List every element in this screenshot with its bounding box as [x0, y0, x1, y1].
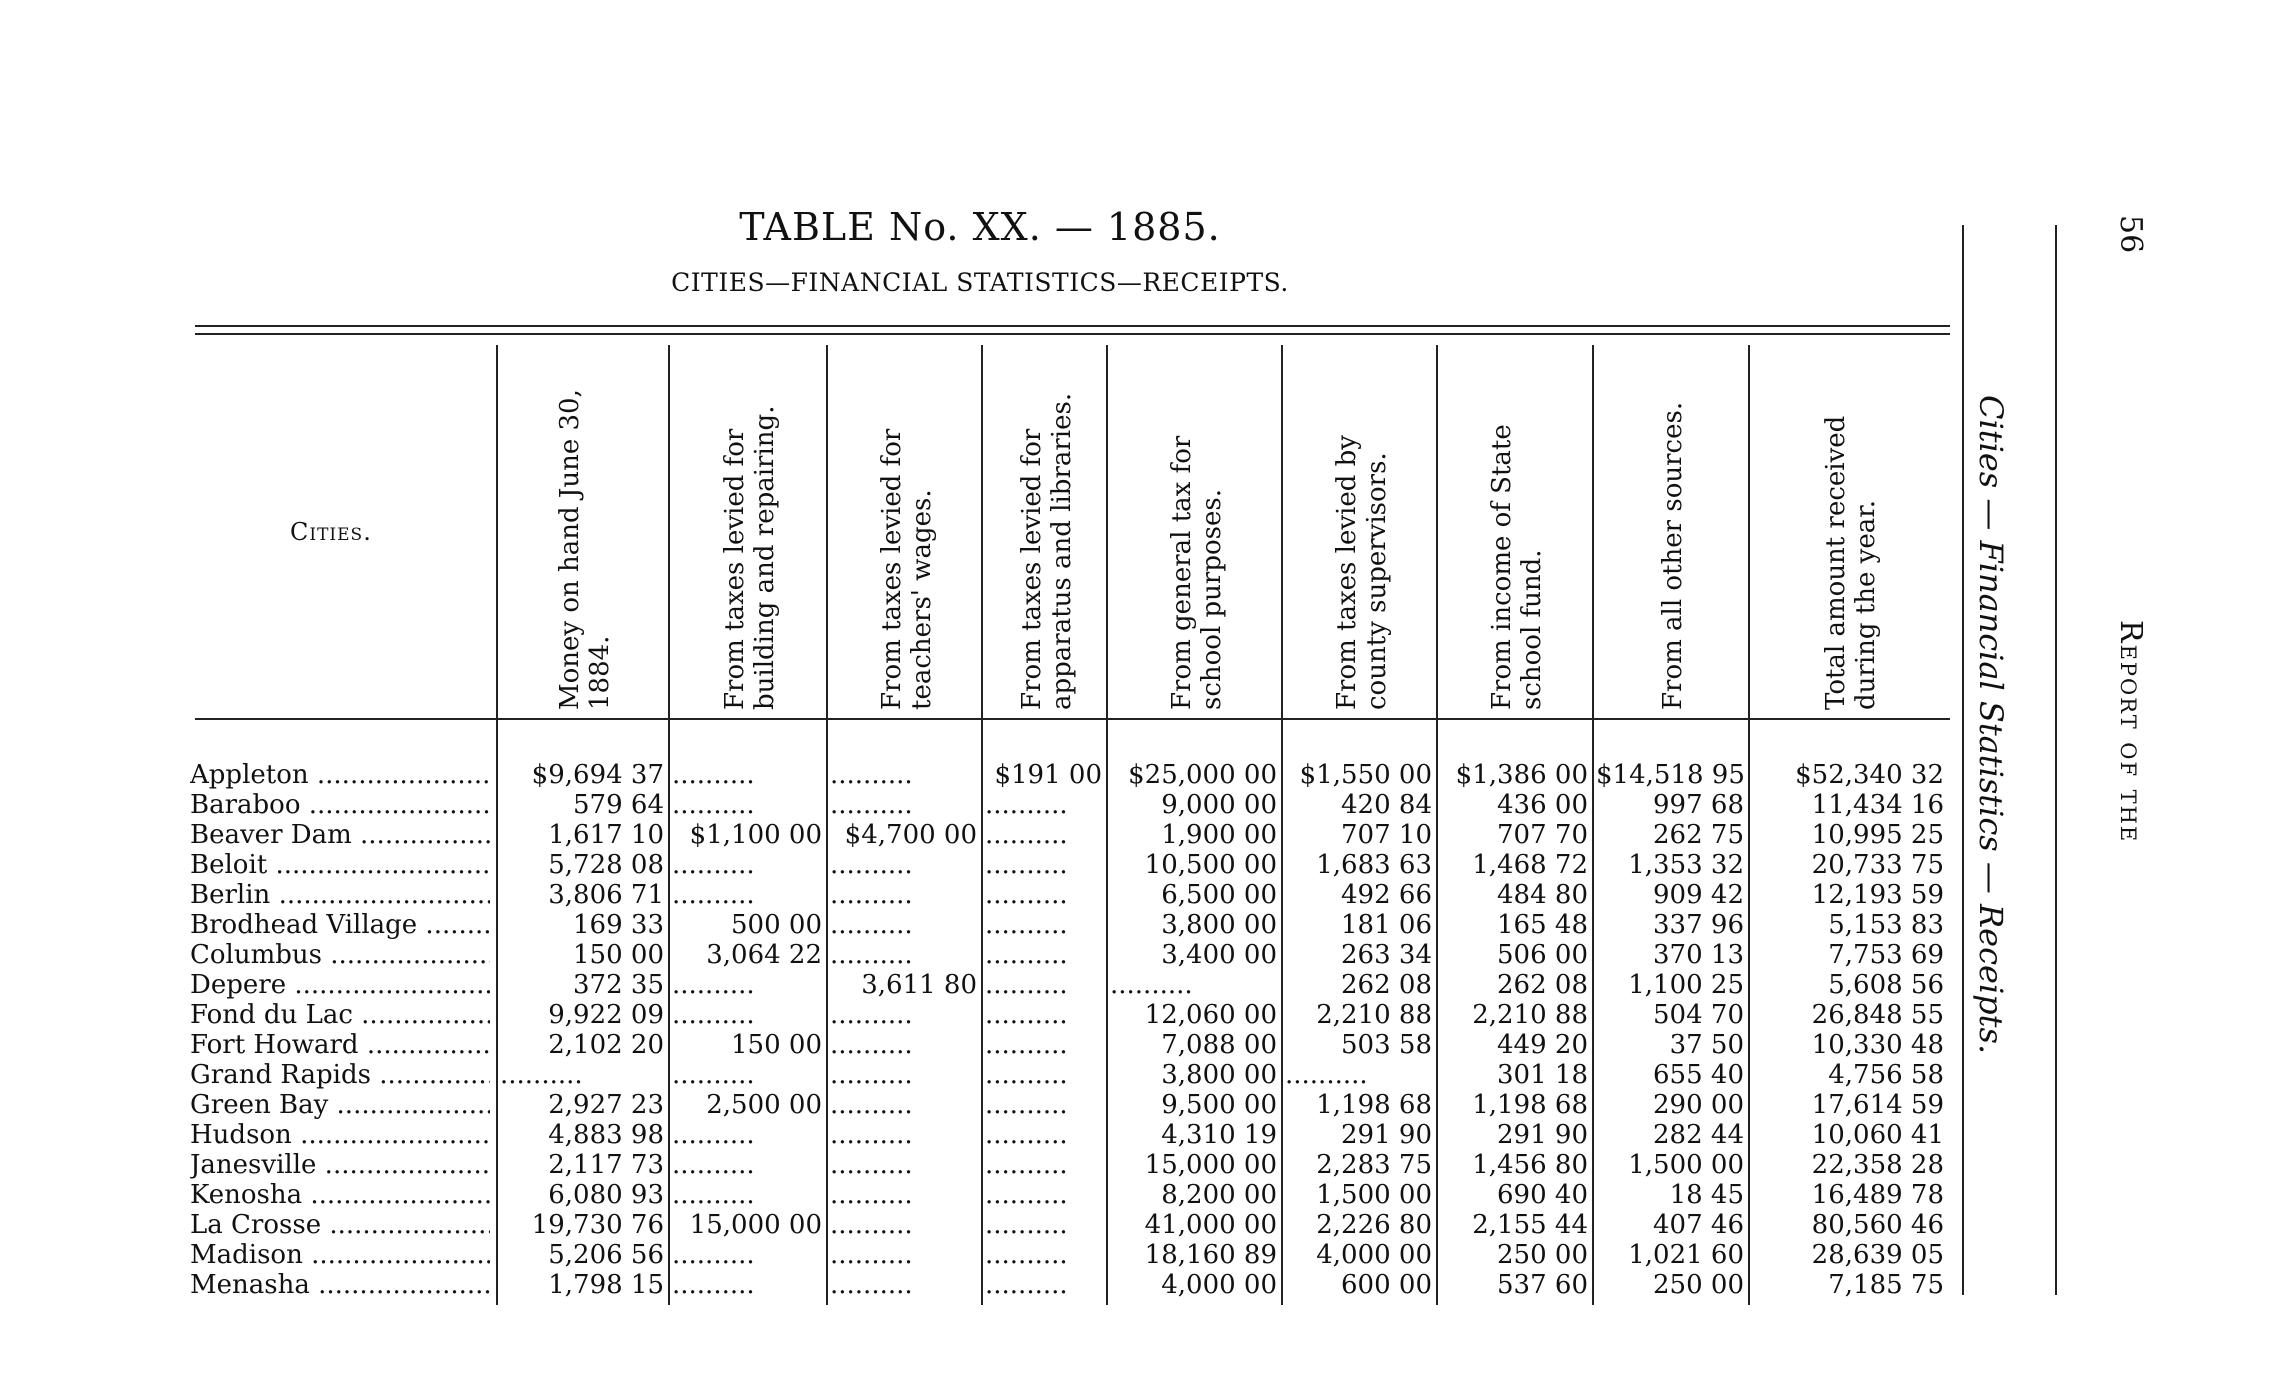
table-cell: 5,608 56	[1828, 970, 1944, 1000]
table-row	[190, 760, 1960, 790]
table-cell: ..........	[985, 1000, 1068, 1030]
table-cell: $4,700 00	[844, 820, 977, 850]
table-cell: ..........	[830, 790, 913, 820]
table-row	[190, 1060, 1960, 1090]
column-header-label: From taxes levied by county supervisors.	[1331, 435, 1392, 710]
table-cell: ..........	[830, 1150, 913, 1180]
table-cell: 7,753 69	[1828, 940, 1944, 970]
table-row	[190, 1000, 1960, 1030]
table-cell: 10,995 25	[1811, 820, 1944, 850]
table-cell: $1,550 00	[1299, 760, 1432, 790]
table-cell: 1,468 72	[1472, 850, 1588, 880]
column-header-label: From all other sources.	[1658, 401, 1688, 710]
table-cell: 10,060 41	[1811, 1120, 1944, 1150]
table-cell: ..........	[830, 1240, 913, 1270]
table-cell: 4,000 00	[1161, 1270, 1277, 1300]
table-cell: 9,000 00	[1161, 790, 1277, 820]
table-cell: ..........	[985, 790, 1068, 820]
table-cell: 707 10	[1341, 820, 1432, 850]
table-cell: 372 35	[573, 970, 664, 1000]
table-cell: 2,117 73	[548, 1150, 664, 1180]
city-name: Berlin .....	[190, 880, 490, 910]
table-row	[190, 1090, 1960, 1120]
table-row	[190, 880, 1960, 910]
table-cell: 6,080 93	[548, 1180, 664, 1210]
city-name: Grand Rapids .....	[190, 1060, 490, 1090]
side-title: Cities — Financial Statistics — Receipts.	[1972, 395, 2010, 1055]
table-cell: ..........	[830, 880, 913, 910]
table-cell: 492 66	[1341, 880, 1432, 910]
table-cell: 3,800 00	[1161, 1060, 1277, 1090]
table-row	[190, 1240, 1960, 1270]
table-cell: ..........	[985, 820, 1068, 850]
table-cell: 1,500 00	[1628, 1150, 1744, 1180]
table-row	[190, 1120, 1960, 1150]
table-cell: 15,000 00	[689, 1210, 822, 1240]
table-cell: 7,185 75	[1828, 1270, 1944, 1300]
column-header-label: From taxes levied for apparatus and libraries.	[1016, 392, 1077, 710]
table-cell: 250 00	[1497, 1240, 1588, 1270]
column-header	[985, 345, 1108, 715]
table-cell: ..........	[830, 1090, 913, 1120]
table-cell: 6,500 00	[1161, 880, 1277, 910]
table-cell: 707 70	[1497, 820, 1588, 850]
table-cell: ..........	[500, 1060, 583, 1090]
city-name: Fort Howard .....	[190, 1030, 490, 1060]
table-cell: 997 68	[1653, 790, 1744, 820]
table-row	[190, 790, 1960, 820]
column-header	[830, 345, 983, 715]
table-cell: 2,210 88	[1316, 1000, 1432, 1030]
table-cell: 37 50	[1669, 1030, 1744, 1060]
table-cell: 26,848 55	[1811, 1000, 1944, 1030]
table-cell: ..........	[985, 1180, 1068, 1210]
city-name: Brodhead Village .....	[190, 910, 490, 940]
city-name: Green Bay .....	[190, 1090, 490, 1120]
column-header	[500, 345, 670, 715]
table-cell: 2,927 23	[548, 1090, 664, 1120]
table-cell: ..........	[830, 1210, 913, 1240]
city-name: Madison .....	[190, 1240, 490, 1270]
table-cell: 8,200 00	[1161, 1180, 1277, 1210]
city-name: Kenosha .....	[190, 1180, 490, 1210]
table-cell: ..........	[672, 1120, 755, 1150]
table-cell: 1,021 60	[1628, 1240, 1744, 1270]
column-header-label: From taxes levied for building and repairing.	[720, 405, 780, 710]
page-number: 56	[2113, 215, 2148, 254]
table-cell: ..........	[830, 1120, 913, 1150]
city-name: Depere .....	[190, 970, 490, 1000]
table-cell: 3,064 22	[706, 940, 822, 970]
table-cell: 9,922 09	[548, 1000, 664, 1030]
column-header	[1752, 345, 1950, 715]
header-rule	[195, 718, 1950, 720]
table-cell: ..........	[672, 1270, 755, 1300]
table-cell: 150 00	[731, 1030, 822, 1060]
table-cell: 4,310 19	[1161, 1120, 1277, 1150]
table-cell: ..........	[830, 850, 913, 880]
table-cell: ..........	[830, 1000, 913, 1030]
table-row	[190, 1030, 1960, 1060]
column-header	[1110, 345, 1283, 715]
table-cell: ..........	[830, 1180, 913, 1210]
table-cell: 262 08	[1341, 970, 1432, 1000]
table-cell: $52,340 32	[1795, 760, 1944, 790]
table-cell: 1,617 10	[548, 820, 664, 850]
table-cell: 484 80	[1497, 880, 1588, 910]
table-cell: 337 96	[1653, 910, 1744, 940]
table-cell: 370 13	[1653, 940, 1744, 970]
table-subtitle: CITIES—FINANCIAL STATISTICS—RECEIPTS.	[671, 268, 1289, 297]
running-header: Report of the	[2113, 620, 2148, 844]
table-cell: ..........	[830, 1030, 913, 1060]
table-cell: 909 42	[1653, 880, 1744, 910]
table-cell: 1,100 25	[1628, 970, 1744, 1000]
table-cell: 1,500 00	[1316, 1180, 1432, 1210]
table-cell: 19,730 76	[531, 1210, 664, 1240]
column-header	[672, 345, 828, 715]
table-cell: 407 46	[1653, 1210, 1744, 1240]
table-cell: 80,560 46	[1811, 1210, 1944, 1240]
table-cell: 4,883 98	[548, 1120, 664, 1150]
table-cell: 600 00	[1341, 1270, 1432, 1300]
table-cell: ..........	[985, 970, 1068, 1000]
column-header-label: From general tax for school purposes.	[1166, 435, 1227, 710]
table-title: TABLE No. XX. — 1885.	[739, 205, 1221, 249]
table-cell: 12,193 59	[1811, 880, 1944, 910]
table-cell: ..........	[672, 970, 755, 1000]
column-header	[1440, 345, 1594, 715]
table-cell: 1,900 00	[1161, 820, 1277, 850]
table-cell: 2,210 88	[1472, 1000, 1588, 1030]
table-cell: 181 06	[1341, 910, 1432, 940]
table-cell: ..........	[985, 1270, 1068, 1300]
table-cell: ..........	[672, 1240, 755, 1270]
table-cell: 3,806 71	[548, 880, 664, 910]
table-row	[190, 820, 1960, 850]
table-cell: ..........	[672, 1060, 755, 1090]
table-cell: 15,000 00	[1144, 1150, 1277, 1180]
table-cell: 262 75	[1653, 820, 1744, 850]
table-cell: $191 00	[994, 760, 1102, 790]
city-name: Beaver Dam .....	[190, 820, 490, 850]
table-row	[190, 970, 1960, 1000]
table-cell: 20,733 75	[1811, 850, 1944, 880]
table-cell: ..........	[985, 1030, 1068, 1060]
table-cell: 5,153 83	[1828, 910, 1944, 940]
table-cell: 9,500 00	[1161, 1090, 1277, 1120]
table-cell: ..........	[672, 1000, 755, 1030]
table-row	[190, 1210, 1960, 1240]
table-cell: ..........	[830, 760, 913, 790]
city-name: Beloit .....	[190, 850, 490, 880]
table-cell: 262 08	[1497, 970, 1588, 1000]
table-cell: 690 40	[1497, 1180, 1588, 1210]
table-cell: 12,060 00	[1144, 1000, 1277, 1030]
city-name: Fond du Lac .....	[190, 1000, 490, 1030]
table-cell: 503 58	[1341, 1030, 1432, 1060]
table-row	[190, 940, 1960, 970]
table-cell: ..........	[830, 1060, 913, 1090]
top-rule	[195, 325, 1950, 327]
table-cell: $1,386 00	[1455, 760, 1588, 790]
table-cell: 17,614 59	[1811, 1090, 1944, 1120]
city-name: Janesville .....	[190, 1150, 490, 1180]
cities-header: Cities.	[290, 518, 372, 546]
table-cell: ..........	[985, 1120, 1068, 1150]
city-name: Columbus .....	[190, 940, 490, 970]
table-cell: 250 00	[1653, 1270, 1744, 1300]
table-cell: $25,000 00	[1128, 760, 1277, 790]
table-cell: 1,198 68	[1316, 1090, 1432, 1120]
table-cell: 655 40	[1653, 1060, 1744, 1090]
table-cell: 2,155 44	[1472, 1210, 1588, 1240]
table-cell: ..........	[985, 850, 1068, 880]
table-cell: ..........	[985, 910, 1068, 940]
table-row	[190, 1270, 1960, 1300]
table-cell: 28,639 05	[1811, 1240, 1944, 1270]
table-cell: ..........	[985, 880, 1068, 910]
table-cell: 504 70	[1653, 1000, 1744, 1030]
table-cell: 291 90	[1497, 1120, 1588, 1150]
table-cell: 500 00	[731, 910, 822, 940]
table-cell: 3,400 00	[1161, 940, 1277, 970]
city-name: Baraboo .....	[190, 790, 490, 820]
city-name: Hudson .....	[190, 1120, 490, 1150]
table-cell: 4,756 58	[1828, 1060, 1944, 1090]
table-cell: 11,434 16	[1811, 790, 1944, 820]
table-cell: 420 84	[1341, 790, 1432, 820]
table-cell: 5,206 56	[548, 1240, 664, 1270]
city-name: Menasha .....	[190, 1270, 490, 1300]
table-cell: 2,283 75	[1316, 1150, 1432, 1180]
column-header-label: From income of State school fund.	[1487, 424, 1547, 710]
table-cell: 5,728 08	[548, 850, 664, 880]
table-cell: 150 00	[573, 940, 664, 970]
table-cell: ..........	[985, 1060, 1068, 1090]
table-cell: ..........	[672, 1150, 755, 1180]
table-cell: ..........	[985, 1210, 1068, 1240]
table-cell: ..........	[672, 760, 755, 790]
table-cell: 7,088 00	[1161, 1030, 1277, 1060]
table-cell: 41,000 00	[1144, 1210, 1277, 1240]
table-cell: 506 00	[1497, 940, 1588, 970]
table-cell: 3,800 00	[1161, 910, 1277, 940]
table-cell: 1,798 15	[548, 1270, 664, 1300]
table-cell: ..........	[985, 1090, 1068, 1120]
table-row	[190, 1150, 1960, 1180]
table-cell: 10,330 48	[1811, 1030, 1944, 1060]
table-cell: ..........	[672, 790, 755, 820]
table-cell: 2,102 20	[548, 1030, 664, 1060]
table-cell: 3,611 80	[861, 970, 977, 1000]
table-cell: ..........	[672, 1180, 755, 1210]
table-cell: 16,489 78	[1811, 1180, 1944, 1210]
column-header-label: Total amount received during the year.	[1821, 415, 1881, 710]
table-cell: 436 00	[1497, 790, 1588, 820]
top-rule-inner	[195, 333, 1950, 335]
city-name: La Crosse .....	[190, 1210, 490, 1240]
table-cell: $14,518 95	[1596, 760, 1745, 790]
table-row	[190, 1180, 1960, 1210]
margin-rule-right	[2055, 225, 2057, 1295]
table-cell: 4,000 00	[1316, 1240, 1432, 1270]
table-cell: 2,226 80	[1316, 1210, 1432, 1240]
table-cell: ..........	[1285, 1060, 1368, 1090]
table-cell: 1,456 80	[1472, 1150, 1588, 1180]
city-name: Appleton .....	[190, 760, 490, 790]
table-cell: $1,100 00	[689, 820, 822, 850]
table-cell: 1,198 68	[1472, 1090, 1588, 1120]
column-header-label: From taxes levied for teachers' wages.	[876, 428, 937, 710]
table-cell: 282 44	[1653, 1120, 1744, 1150]
table-cell: ..........	[830, 910, 913, 940]
table-cell: 165 48	[1497, 910, 1588, 940]
table-cell: ..........	[672, 880, 755, 910]
table-cell: 22,358 28	[1811, 1150, 1944, 1180]
table-cell: ..........	[985, 940, 1068, 970]
table-cell: ..........	[830, 940, 913, 970]
table-cell: 1,353 32	[1628, 850, 1744, 880]
table-cell: ..........	[985, 1240, 1068, 1270]
table-cell: $9,694 37	[531, 760, 664, 790]
column-header-label: Money on hand June 30, 1884.	[555, 389, 615, 710]
table-cell: 2,500 00	[706, 1090, 822, 1120]
table-cell: 18 45	[1669, 1180, 1744, 1210]
table-cell: 290 00	[1653, 1090, 1744, 1120]
table-row	[190, 910, 1960, 940]
table-cell: 1,683 63	[1316, 850, 1432, 880]
table-cell: ..........	[830, 1270, 913, 1300]
table-cell: 263 34	[1341, 940, 1432, 970]
table-row	[190, 850, 1960, 880]
table-cell: 10,500 00	[1144, 850, 1277, 880]
table-cell: 537 60	[1497, 1270, 1588, 1300]
table-cell: 18,160 89	[1144, 1240, 1277, 1270]
column-header	[1285, 345, 1438, 715]
margin-rule-left	[1962, 225, 1964, 1295]
column-header	[1596, 345, 1750, 715]
table-cell: 291 90	[1341, 1120, 1432, 1150]
table-cell: ..........	[985, 1150, 1068, 1180]
table-cell: 169 33	[573, 910, 664, 940]
table-cell: ..........	[672, 850, 755, 880]
table-cell: 449 20	[1497, 1030, 1588, 1060]
table-cell: ..........	[1110, 970, 1193, 1000]
table-cell: 579 64	[573, 790, 664, 820]
table-cell: 301 18	[1497, 1060, 1588, 1090]
